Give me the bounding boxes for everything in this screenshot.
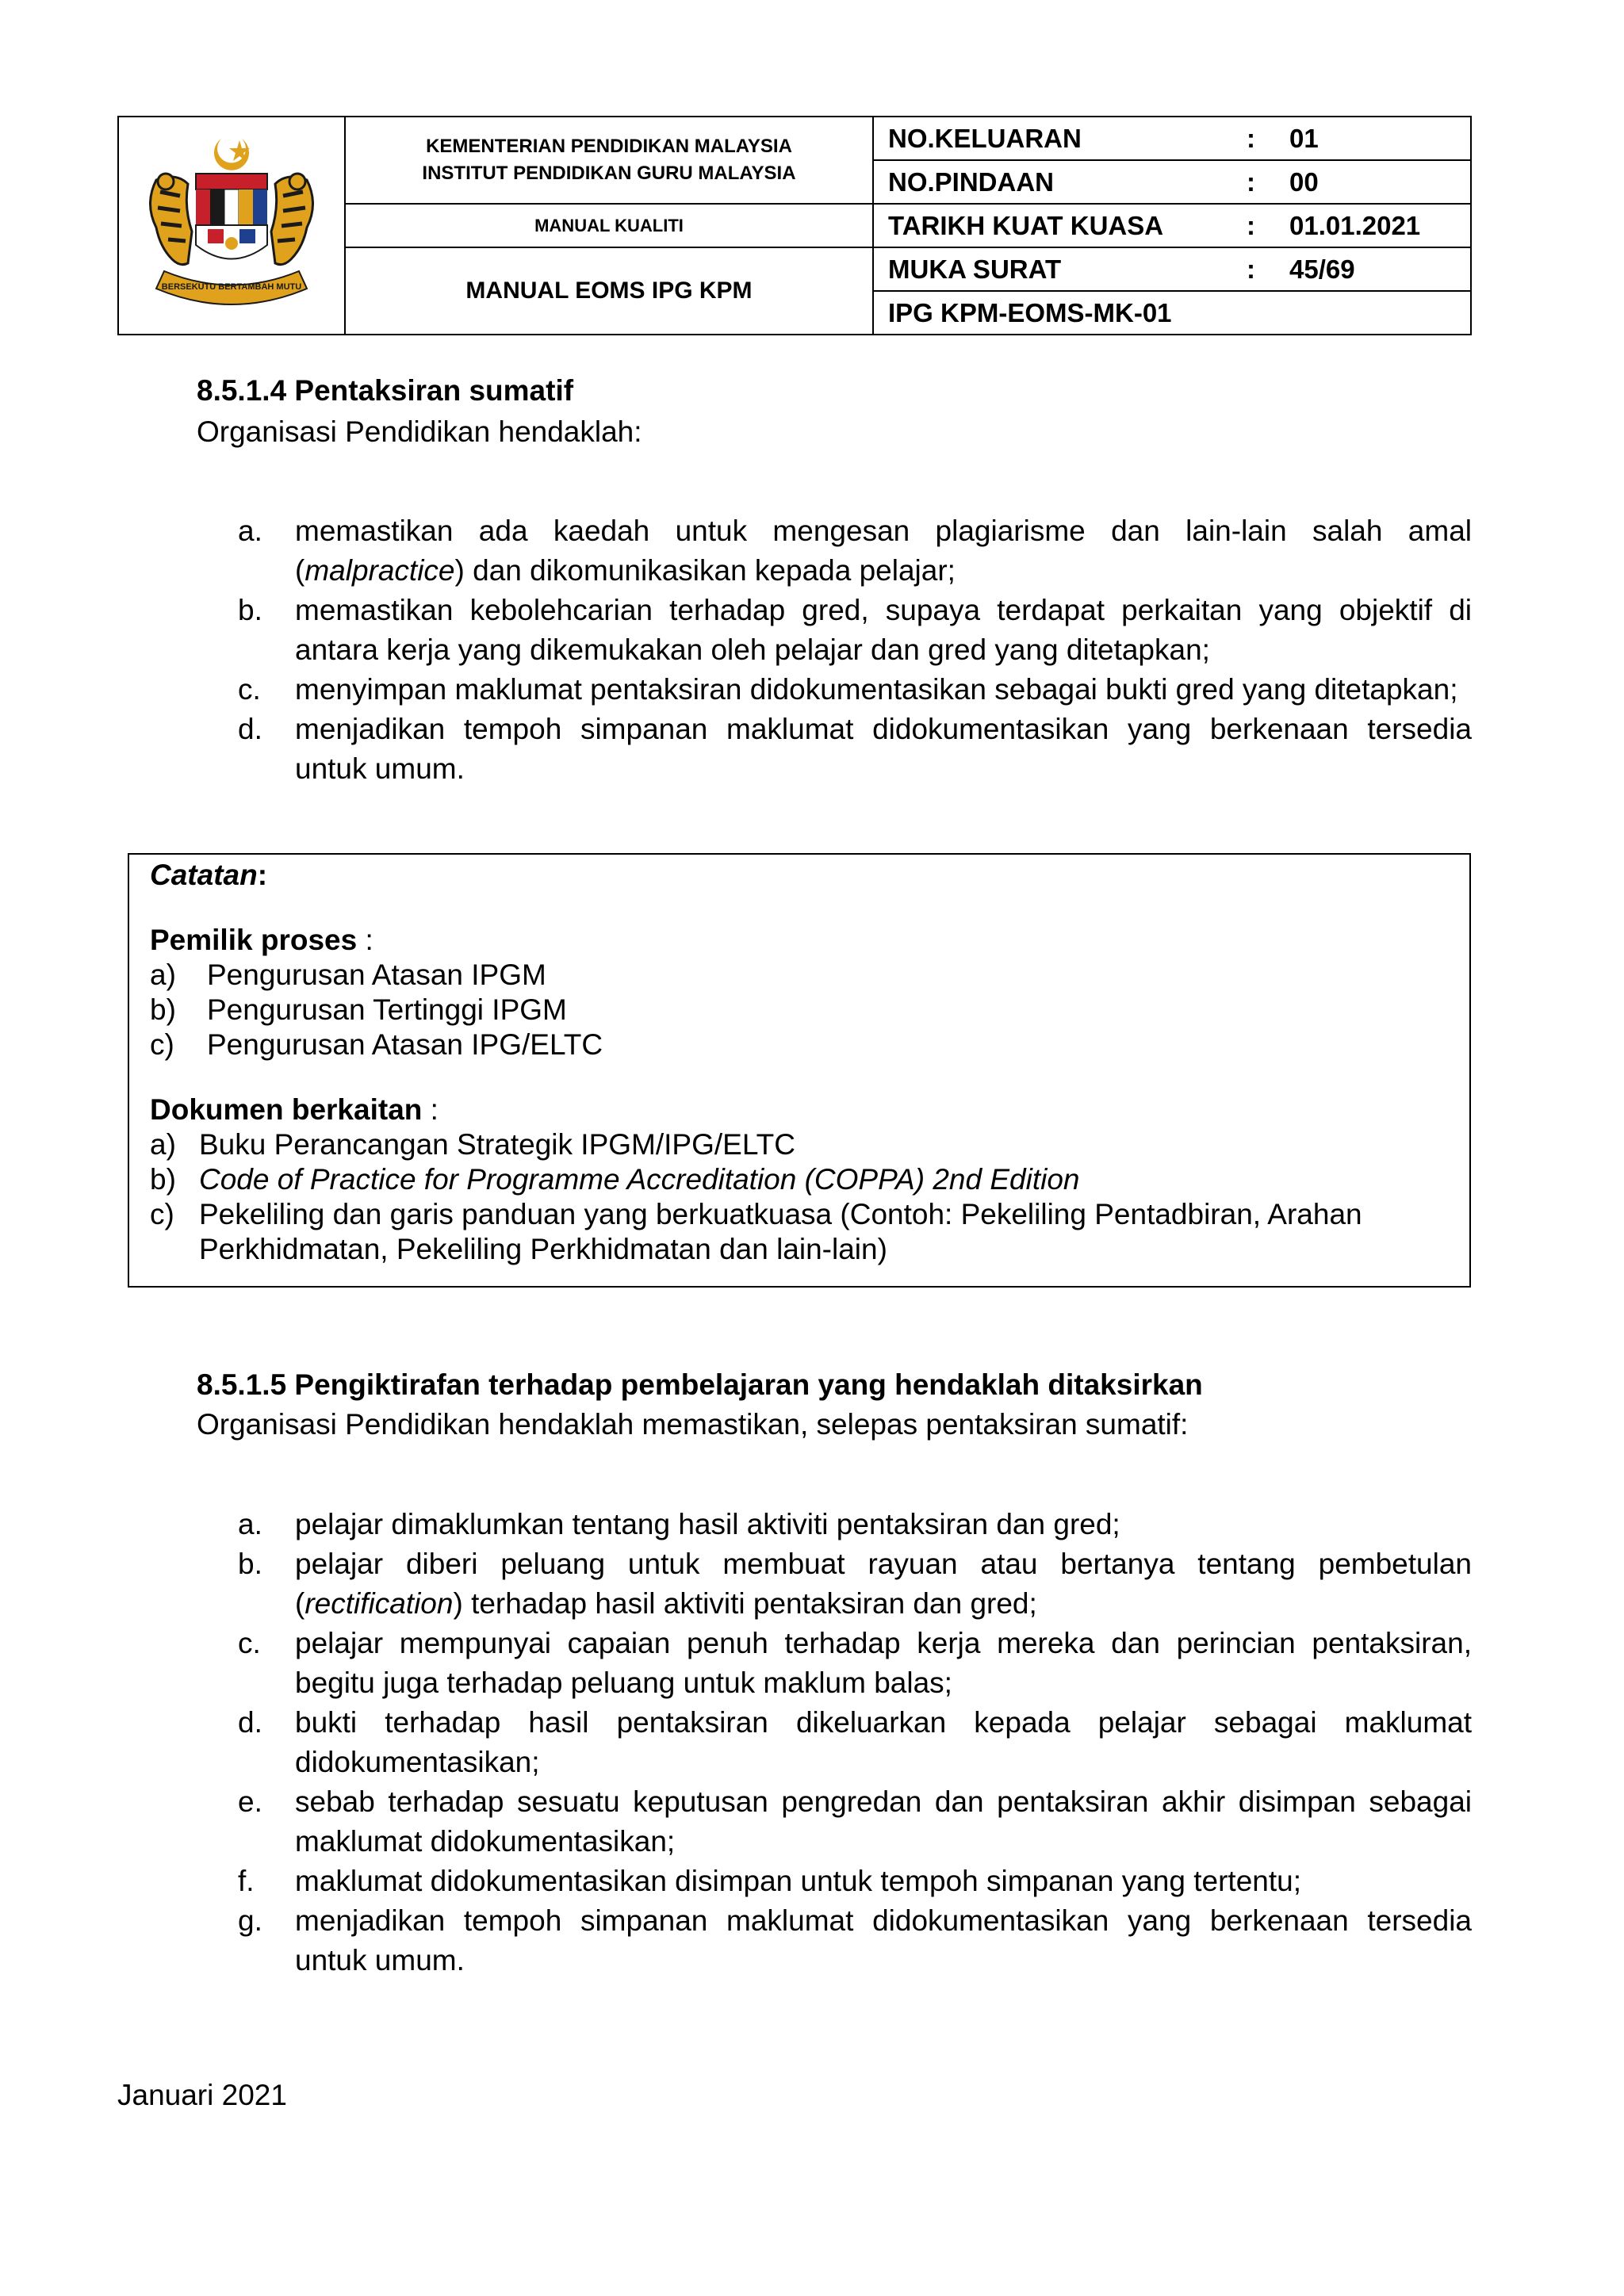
page-number-cell [873, 247, 1471, 291]
list-item: a) Buku Perancangan Strategik IPGM/IPG/ELTC [150, 1128, 795, 1161]
list-item: c. menyimpan maklumat pentaksiran didokumentasikan sebagai bukti gred yang ditetapkan; [238, 673, 1458, 706]
list-item: a. pelajar dimaklumkan tentang hasil aktiviti pentaksiran dan gred; [238, 1508, 1120, 1540]
list-item: a. memastikan ada kaedah untuk mengesan plagiarisme dan lain-lain salah amal (malpractice) dan dikomunikasikan kepada pelajar; [238, 515, 1472, 587]
section-8-5-1-5-intro: Organisasi Pendidikan hendaklah memastikan, selepas pentaksiran sumatif: [197, 1408, 1189, 1441]
note-title: Catatan [150, 859, 258, 891]
org-line-2: INSTITUT PENDIDIKAN GURU MALAYSIA [422, 163, 796, 184]
amendment-no-colon: : [1247, 166, 1255, 197]
section-8-5-1-5-heading: 8.5.1.5 Pengiktirafan terhadap pembelajaran yang hendaklah ditaksirkan [197, 1368, 1203, 1401]
list-item: c) Pengurusan Atasan IPG/ELTC [150, 1028, 603, 1061]
release-no-value: 01 [1289, 123, 1319, 153]
release-no-cell [873, 117, 1471, 160]
note-box: Catatan: Pemilik proses : a) Pengurusan Atasan IPGM b) Pengurusan Tertinggi IPGM c) Pengurusan Atasan IPG/ELTC Dokumen berkaitan : a) Buku Perancangan Strategik IPGM/IPG/ELTC b) Code of Practice for Programme Accreditation (COPPA) 2nd Edition c) Pekeliling dan garis panduan yang berkuatkuasa (Contoh: Pekeliling Pentadbiran, Arahan Perkhidmatan, Pekeliling Perkhidmatan dan lain-lain) [128, 853, 1471, 1288]
related-documents-label: Dokumen berkaitan [150, 1093, 423, 1126]
effective-date-colon: : [1247, 210, 1255, 240]
list-item: b) Code of Practice for Programme Accreditation (COPPA) 2nd Edition [150, 1163, 1080, 1196]
amendment-no-value: 00 [1289, 166, 1319, 197]
section-8-5-1-4-heading: 8.5.1.4 Pentaksiran sumatif [197, 374, 574, 407]
footer-date: Januari 2021 [117, 2079, 287, 2111]
effective-date-cell [873, 204, 1471, 247]
amendment-no-label: NO.PINDAAN [888, 166, 1055, 197]
document-code-cell: IPG KPM-EOMS-MK-01 [873, 291, 1471, 335]
effective-date-label: TARIKH KUAT KUASA [888, 210, 1164, 240]
malaysia-coat-of-arms-logo [132, 124, 331, 323]
list-item: a) Pengurusan Atasan IPGM [150, 959, 546, 991]
logo-cell [118, 117, 345, 335]
list-item: d. bukti terhadap hasil pentaksiran dikeluarkan kepada pelajar sebagai maklumat didokumentasikan; [238, 1706, 1472, 1778]
list-item: d. menjadikan tempoh simpanan maklumat didokumentasikan yang berkenaan tersedia untuk umum. [238, 713, 1472, 785]
list-item: f. maklumat didokumentasikan disimpan untuk tempoh simpanan yang tertentu; [238, 1865, 1301, 1897]
release-no-label: NO.KELUARAN [888, 123, 1082, 153]
org-line-1: KEMENTERIAN PENDIDIKAN MALAYSIA [426, 136, 792, 157]
effective-date-value: 01.01.2021 [1289, 210, 1421, 240]
organisation-cell [345, 117, 873, 204]
section-8-5-1-5-list [238, 1505, 1472, 1980]
manual-title-cell: MANUAL EOMS IPG KPM [345, 247, 873, 335]
list-item: e. sebab terhadap sesuatu keputusan pengredan dan pentaksiran akhir disimpan sebagai maklumat didokumentasikan; [238, 1785, 1472, 1858]
page-number-label: MUKA SURAT [888, 254, 1062, 284]
section-8-5-1-4-intro: Organisasi Pendidikan hendaklah: [197, 415, 642, 448]
section-8-5-1-4-list [238, 511, 1472, 789]
release-no-colon: : [1247, 123, 1255, 153]
list-item: b. pelajar diberi peluang untuk membuat rayuan atau bertanya tentang pembetulan (rectification) terhadap hasil aktiviti pentaksiran dan gred; [238, 1548, 1472, 1620]
list-item: b) Pengurusan Tertinggi IPGM [150, 993, 567, 1026]
page-number-value: 45/69 [1289, 254, 1355, 284]
list-item: g. menjadikan tempoh simpanan maklumat didokumentasikan yang berkenaan tersedia untuk umum. [238, 1904, 1472, 1976]
list-item: c. pelajar mempunyai capaian penuh terhadap kerja mereka dan perincian pentaksiran, begitu juga terhadap peluang untuk maklum balas; [238, 1627, 1472, 1699]
process-owner-label: Pemilik proses [150, 924, 358, 956]
amendment-no-cell [873, 160, 1471, 204]
list-item: b. memastikan kebolehcarian terhadap gred, supaya terdapat perkaitan yang objektif di antara kerja yang dikemukakan oleh pelajar dan gred yang ditetapkan; [238, 594, 1472, 666]
list-item: c) Pekeliling dan garis panduan yang berkuatkuasa (Contoh: Pekeliling Pentadbiran, Arahan Perkhidmatan, Pekeliling Perkhidmatan dan lain-lain) [150, 1198, 1362, 1265]
logo-motto: BERSEKUTU BERTAMBAH MUTU [161, 282, 302, 292]
page-number-colon: : [1247, 254, 1255, 284]
manual-type-cell: MANUAL KUALITI [345, 204, 873, 247]
document-header [117, 116, 1472, 335]
